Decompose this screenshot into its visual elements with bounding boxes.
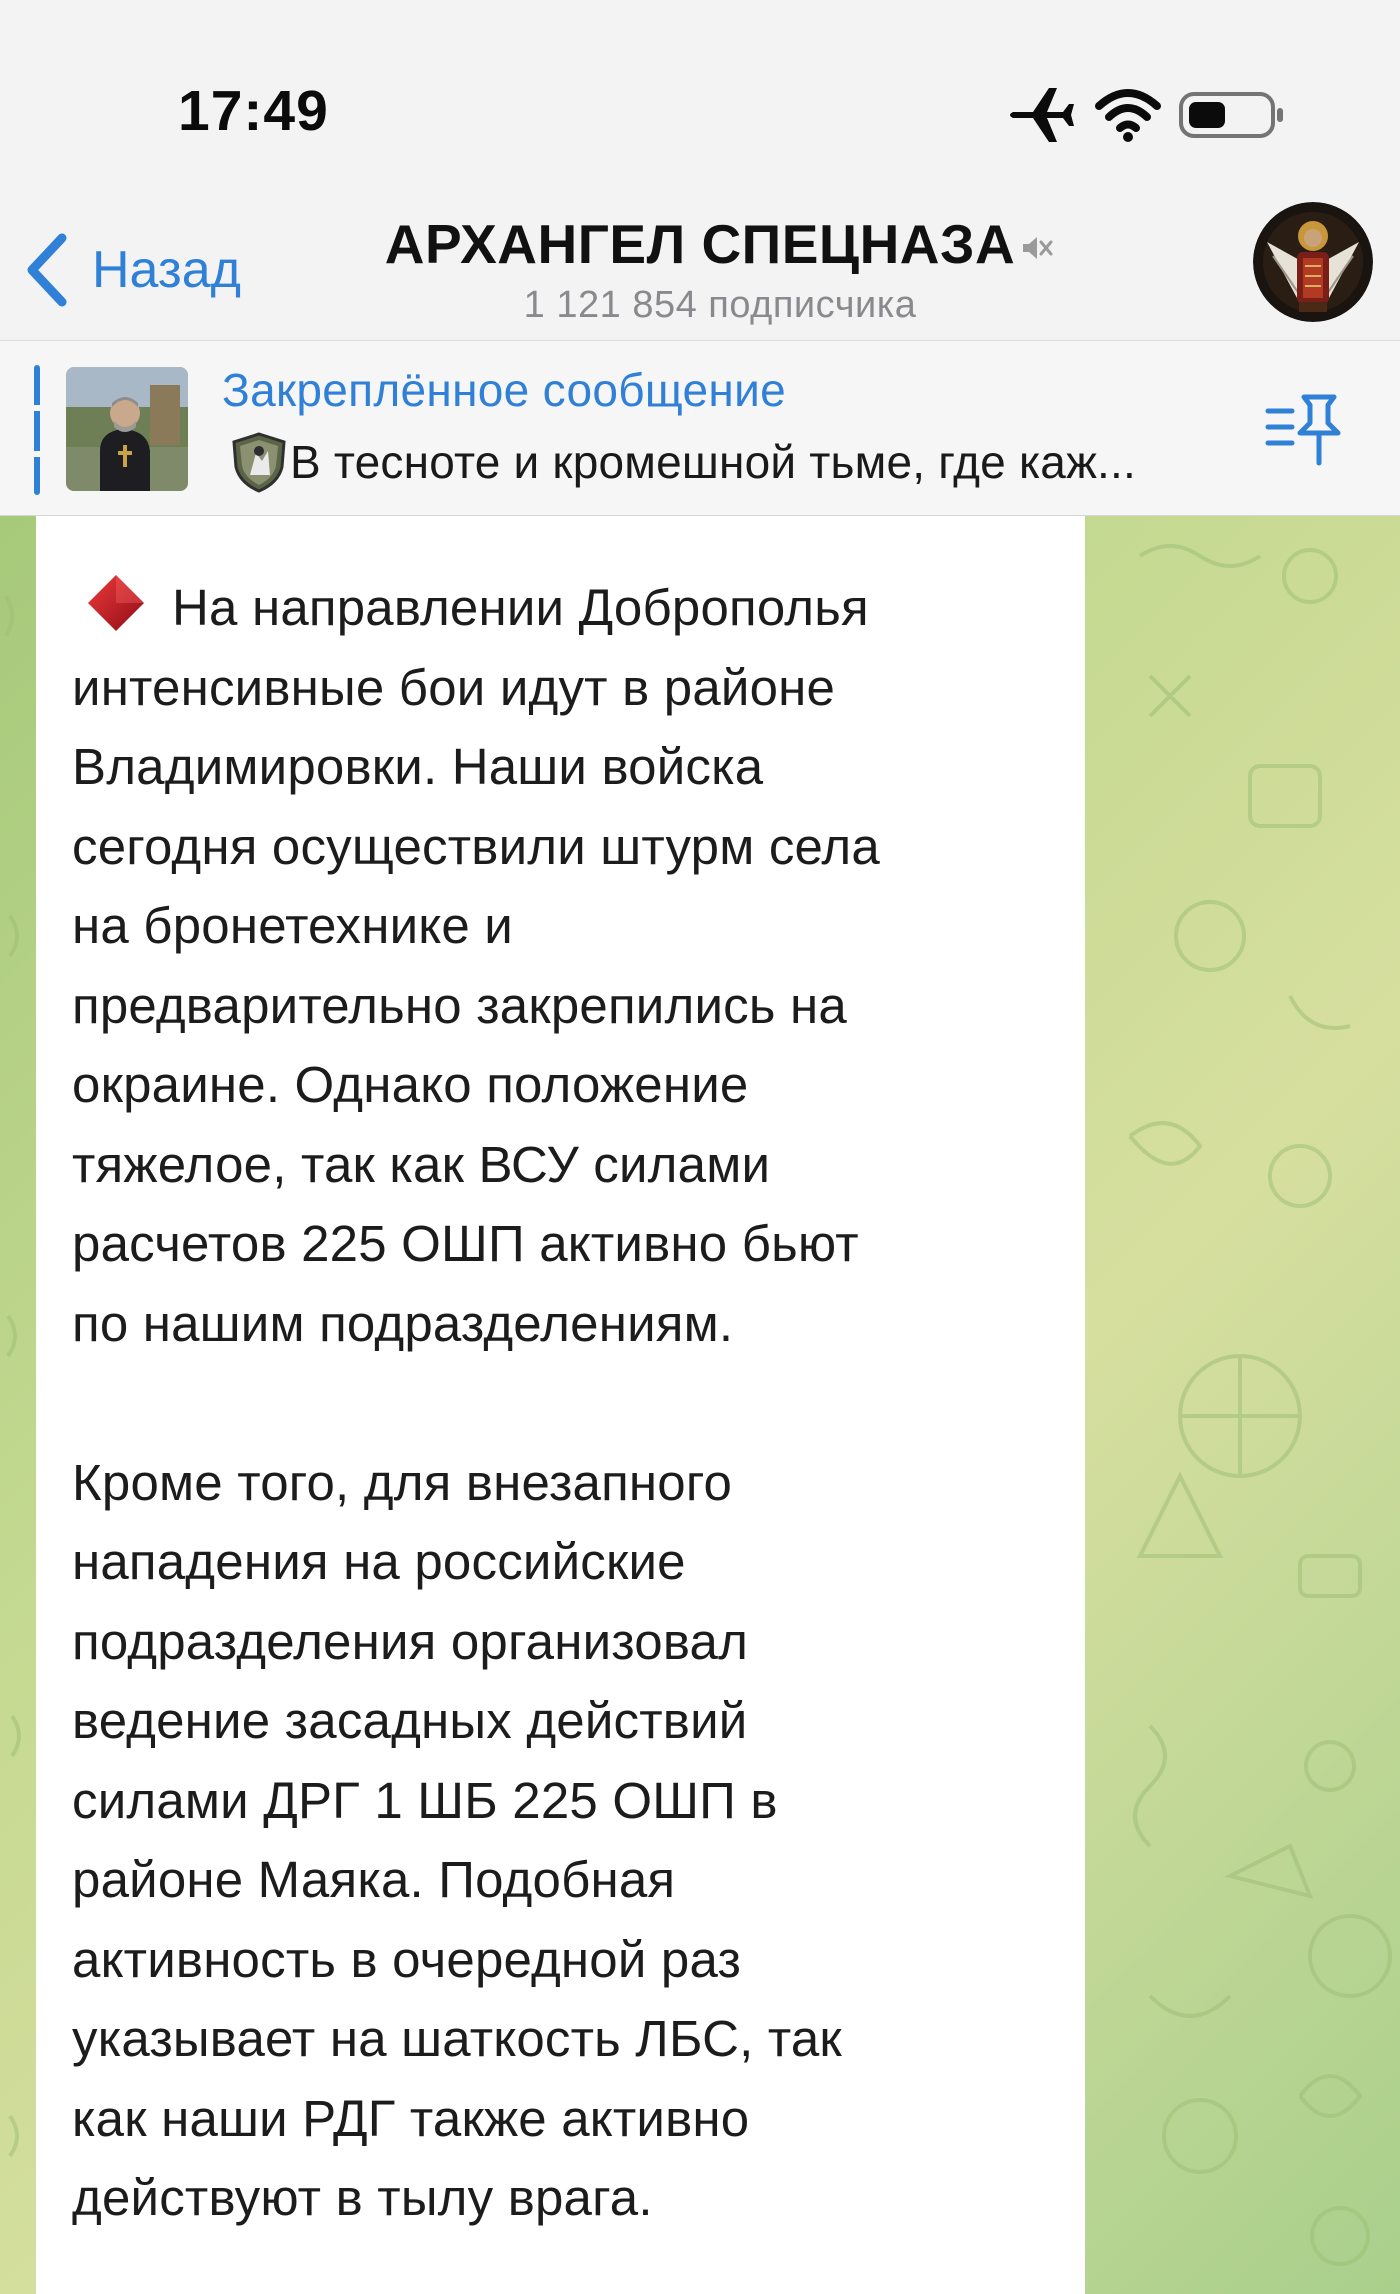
back-button[interactable] bbox=[22, 230, 241, 310]
message-line: районе Маяка. Подобная bbox=[72, 1851, 676, 1908]
message-line: как наши РДГ также активно bbox=[72, 2089, 750, 2147]
subscriber-count: 1 121 854 подписчика bbox=[523, 284, 917, 326]
message-line: силами ДРГ 1 ШБ 225 ОШП в bbox=[72, 1771, 778, 1829]
message-line: предварительно закрепились на bbox=[72, 976, 847, 1034]
channel-info[interactable] bbox=[300, 212, 1140, 327]
back-label: Назад bbox=[92, 241, 241, 299]
message-line: окраине. Однако положение bbox=[72, 1056, 749, 1113]
battery-icon bbox=[1177, 82, 1287, 148]
message-line: действуют в тылу врага. bbox=[72, 2169, 653, 2226]
message-line: на бронетехнике и bbox=[72, 897, 513, 954]
status-icons bbox=[1005, 82, 1295, 148]
paragraph-gap bbox=[72, 1363, 1062, 1443]
airplane-icon bbox=[1005, 82, 1075, 148]
message-line: Кроме того, для внезапного bbox=[72, 1453, 733, 1511]
mute-icon bbox=[1019, 230, 1055, 266]
diamond-icon bbox=[86, 573, 146, 633]
pin-list-icon[interactable] bbox=[1262, 389, 1346, 469]
wifi-icon bbox=[1093, 82, 1163, 148]
message-bubble[interactable] bbox=[36, 516, 1085, 2294]
message-text bbox=[72, 568, 1062, 2238]
shield-icon bbox=[228, 431, 290, 493]
message-line: сегодня осуществили штурм села bbox=[72, 817, 880, 875]
back-chevron-icon bbox=[22, 230, 72, 310]
message-line: На направлении Доброполья bbox=[72, 568, 1062, 648]
status-time: 17:49 bbox=[178, 79, 329, 143]
message-line: тяжелое, так как ВСУ силами bbox=[72, 1135, 771, 1193]
pinned-preview-row bbox=[228, 431, 1288, 493]
message-line: подразделения организовал bbox=[72, 1612, 749, 1670]
pinned-indicator bbox=[34, 365, 40, 495]
pinned-thumbnail bbox=[66, 367, 188, 491]
pinned-message-bar[interactable] bbox=[0, 340, 1400, 516]
message-line: интенсивные бои идут в районе bbox=[72, 658, 836, 716]
channel-avatar[interactable] bbox=[1253, 202, 1373, 322]
chat-header bbox=[0, 190, 1400, 340]
message-line: активность в очередной раз bbox=[72, 1930, 742, 1988]
channel-title: АРХАНГЕЛ СПЕЦНАЗА bbox=[384, 213, 1016, 275]
message-line: указывает на шаткость ЛБС, так bbox=[72, 2010, 842, 2067]
pinned-title: Закреплённое сообщение bbox=[222, 364, 786, 416]
archangel-icon bbox=[1253, 202, 1373, 322]
message-line: по нашим подразделениям. bbox=[72, 1294, 734, 1352]
message-line: нападения на российские bbox=[72, 1533, 686, 1590]
status-bar bbox=[0, 0, 1400, 190]
message-line: расчетов 225 ОШП активно бьют bbox=[72, 1215, 859, 1272]
message-line: Владимировки. Наши войска bbox=[72, 738, 764, 795]
chat-area[interactable] bbox=[0, 516, 1400, 2294]
message-line: ведение засадных действий bbox=[72, 1692, 748, 1749]
pinned-preview-text: В тесноте и кромешной тьме, где каж... bbox=[290, 436, 1136, 488]
